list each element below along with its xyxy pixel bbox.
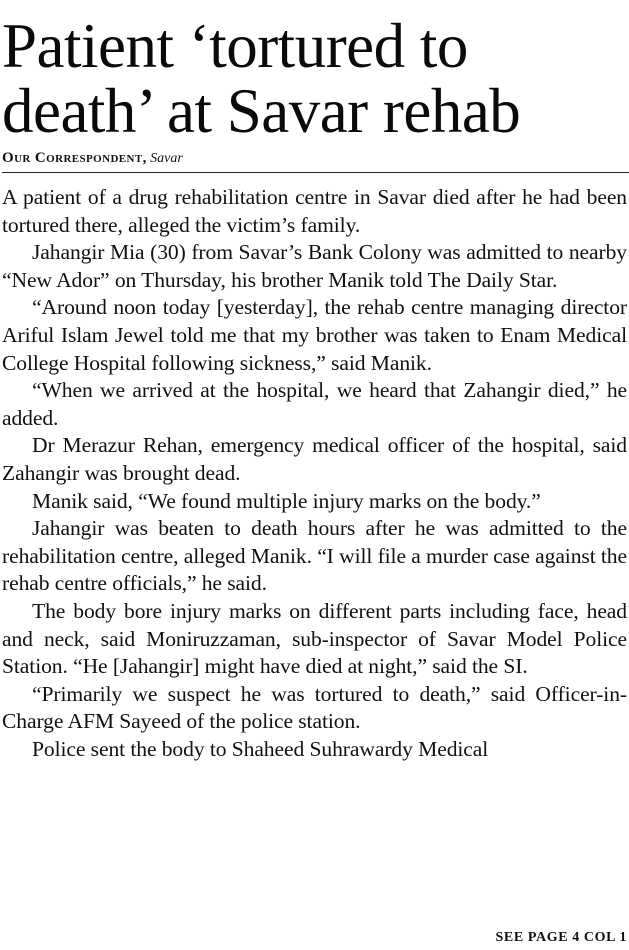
paragraph: “Around noon today [yesterday], the rehab centre managing director Ariful Islam Jewel told me that my brother was taken to Enam Medical College Hospital following sickness,” said Manik. [2, 295, 627, 375]
paragraph: Jahangir Mia (30) from Savar’s Bank Colony was admitted to nearby “New Ador” on Thursday, his brother Manik told The Daily Star. [2, 240, 627, 292]
continuation-note: SEE PAGE 4 COL 1 [495, 930, 627, 945]
paragraph: Dr Merazur Rehan, emergency medical officer of the hospital, said Zahangir was brought dead. [2, 433, 627, 485]
byline [0, 144, 629, 172]
paragraph: “When we arrived at the hospital, we heard that Zahangir died,” he added. [2, 378, 627, 430]
article-body [0, 173, 629, 763]
paragraph: A patient of a drug rehabilitation centre in Savar died after he had been tortured there, alleged the victim’s family. [2, 185, 627, 237]
paragraph: “Primarily we suspect he was tortured to death,” said Officer-in-Charge AFM Sayeed of the police station. [2, 681, 627, 734]
byline-place: Savar [150, 151, 183, 166]
paragraph: Jahangir was beaten to death hours after he was admitted to the rehabilitation centre, alleged Manik. “I will file a murder case against the rehab centre officials,” he said. [2, 516, 627, 596]
paragraph: Manik said, “We found multiple injury marks on the body.” [32, 488, 541, 513]
byline-author: Our Correspondent [2, 150, 143, 166]
headline [0, 0, 629, 144]
paragraph: Police sent the body to Shaheed Suhrawardy Medical [32, 736, 489, 761]
headline-line-2: death’ at Savar rehab [2, 76, 521, 146]
headline-line-1: Patient ‘tortured to [2, 11, 468, 81]
paragraph: The body bore injury marks on different parts including face, head and neck, said Moniruzzaman, sub-inspector of Savar Model Police Station. “He [Jahangir] might have died at night,” said the SI. [2, 598, 627, 679]
byline-separator: , [142, 150, 151, 166]
